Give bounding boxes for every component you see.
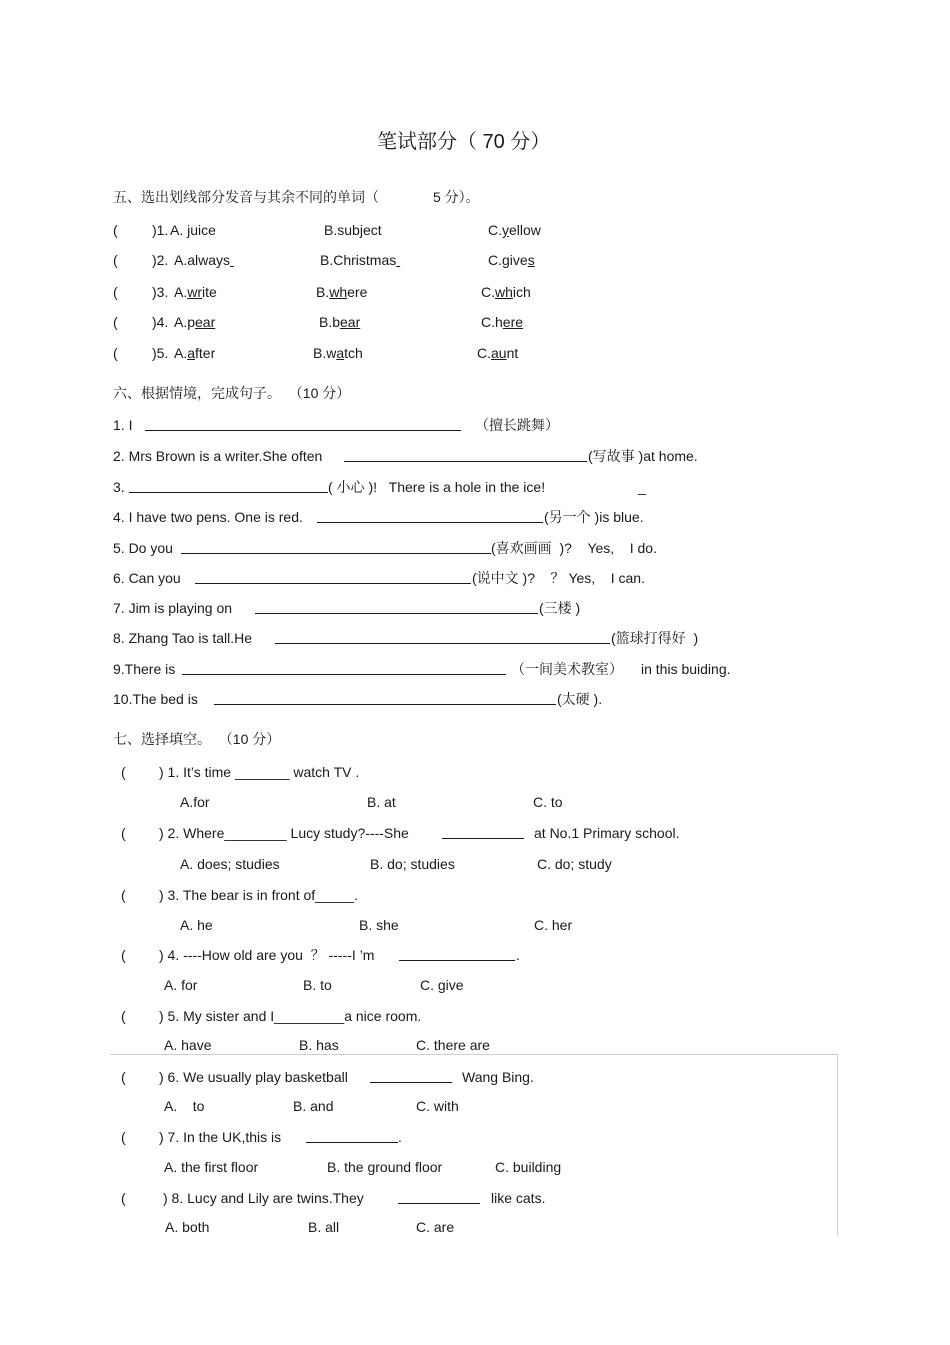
option-c: C. there are [416,1037,490,1053]
option-c: C. do; study [537,856,612,872]
option-b: B. she [359,917,399,933]
option-c: C.aunt [477,345,519,361]
answer-paren[interactable]: ( [121,764,126,780]
item-number: )4. [152,314,169,330]
option-b: B.bear [319,314,361,330]
answer-blank[interactable] [255,613,538,614]
sentence-hint: (另一个 )is blue. [544,509,644,525]
answer-paren[interactable]: ( [121,1129,126,1145]
section5-score: 5 分）。 [433,189,480,205]
answer-blank[interactable] [129,492,328,493]
option-b: B.where [316,284,368,300]
sentence-start: 6. Can you [113,570,181,586]
sentence-hint: (喜欢画画 )? Yes, I do. [491,540,657,556]
answer-blank[interactable] [398,1203,480,1204]
option-c: C. building [495,1159,562,1175]
option-a: A.always [174,252,231,268]
question-text: ) 5. My sister and I_________a nice room. [159,1008,422,1024]
sentence-hint: ( 小心 )! There is a hole in the ice! [328,479,546,495]
option-b: B. do; studies [370,856,455,872]
section5-heading: 五、选出划线部分发音与其余不同的单词（ [113,189,379,205]
answer-blank[interactable] [275,643,610,644]
sentence-hint: (太硬 ). [557,691,603,707]
option-a: A.write [174,284,217,300]
option-c: C. with [416,1098,459,1114]
question-text: ) 1. It’s time _______ watch TV . [159,764,360,780]
sentence-start: 4. I have two pens. One is red. [113,509,303,525]
sentence-start: 1. I [113,417,133,433]
answer-paren[interactable]: ( [121,825,126,841]
question-text-end: like cats. [491,1190,546,1206]
section6-heading: 六、根据情境，完成句子。 （10 分） [113,385,351,401]
answer-blank[interactable] [181,553,491,554]
sentence-start: 8. Zhang Tao is tall.He [113,630,253,646]
option-c: C.which [481,284,531,300]
question-text: ) 6. We usually play basketball [159,1069,348,1085]
answer-blank[interactable] [344,461,587,462]
answer-paren[interactable]: ( [113,314,118,330]
option-c: C. are [416,1219,455,1235]
option-b: B.subject [324,222,382,238]
option-a: A. does; studies [180,856,280,872]
question-text: ) 7. In the UK,this is [159,1129,282,1145]
answer-blank[interactable] [195,583,471,584]
option-a: A. juice [170,222,216,238]
option-b: B. all [308,1219,340,1235]
option-a: A. both [165,1219,210,1235]
answer-paren[interactable]: ( [121,1008,126,1024]
option-a: A. to [164,1098,205,1114]
answer-paren[interactable]: ( [121,887,126,903]
option-a: A.pear [174,314,216,330]
item-number: )1. [152,222,169,238]
question-text-end: at No.1 Primary school. [534,825,680,841]
answer-paren[interactable]: ( [113,252,118,268]
option-a: A. have [164,1037,212,1053]
answer-blank[interactable] [306,1142,398,1143]
item-number: )2. [152,252,169,268]
question-text: ) 2. Where________ Lucy study?----She [159,825,409,841]
sentence-start: 7. Jim is playing on [113,600,233,616]
sentence-start: 10.The bed is [113,691,198,707]
answer-paren[interactable]: ( [113,222,118,238]
item-number: )3. [152,284,169,300]
option-a: A. the first floor [164,1159,259,1175]
trailing-mark: _ [638,479,646,495]
answer-paren[interactable]: ( [113,345,118,361]
box-right-border [837,1054,838,1236]
sentence-hint: （一间美术教室） [511,661,623,677]
option-b: B. and [293,1098,334,1114]
sentence-hint: (三楼 ) [539,600,581,616]
question-text-end: Wang Bing. [462,1069,534,1085]
question-text: ) 8. Lucy and Lily are twins.They [163,1190,364,1206]
box-top-border [110,1054,838,1055]
option-c: C. give [420,977,464,993]
answer-paren[interactable]: ( [121,1190,126,1206]
answer-blank[interactable] [317,522,543,523]
option-b: B.Christmas [320,252,397,268]
answer-paren[interactable]: ( [121,1069,126,1085]
page-title: 笔试部分（ 70 分） [377,131,551,153]
option-c: C.yellow [488,222,541,238]
sentence-hint: (篮球打得好 ) [611,630,699,646]
item-number: )5. [152,345,169,361]
option-b: B. to [303,977,332,993]
sentence-start: 2. Mrs Brown is a writer.She often [113,448,323,464]
option-a: A. for [164,977,198,993]
answer-blank[interactable] [214,704,556,705]
answer-blank[interactable] [399,960,515,961]
answer-paren[interactable]: ( [113,284,118,300]
option-b: B. has [299,1037,339,1053]
option-c: C. to [533,794,563,810]
sentence-hint: (写故事 )at home. [588,448,698,464]
option-b: B.watch [313,345,363,361]
answer-blank[interactable] [145,430,461,431]
question-text-end: . [398,1129,402,1145]
option-a: A.for [180,794,210,810]
option-c: C.gives [488,252,535,268]
section7-heading: 七、选择填空。 （10 分） [113,731,281,747]
answer-blank[interactable] [370,1082,452,1083]
option-b: B. the ground floor [327,1159,443,1175]
option-a: A.after [174,345,216,361]
option-c: C. her [534,917,573,933]
option-b: B. at [367,794,396,810]
answer-blank[interactable] [182,674,506,675]
sentence-end: in this buiding. [641,661,731,677]
sentence-hint: (说中文 )? ？ Yes, I can. [472,570,645,586]
option-c: C.here [481,314,524,330]
answer-blank[interactable] [442,838,524,839]
option-a: A. he [180,917,213,933]
question-text: ) 4. ----How old are you ？ -----I ’m [159,947,375,963]
question-text-end: . [516,947,520,963]
question-text: ) 3. The bear is in front of_____. [159,887,358,903]
sentence-start: 5. Do you [113,540,173,556]
sentence-hint: （擅长跳舞） [475,417,559,433]
sentence-start: 9.There is [113,661,176,677]
answer-paren[interactable]: ( [121,947,126,963]
sentence-start: 3. [113,479,125,495]
